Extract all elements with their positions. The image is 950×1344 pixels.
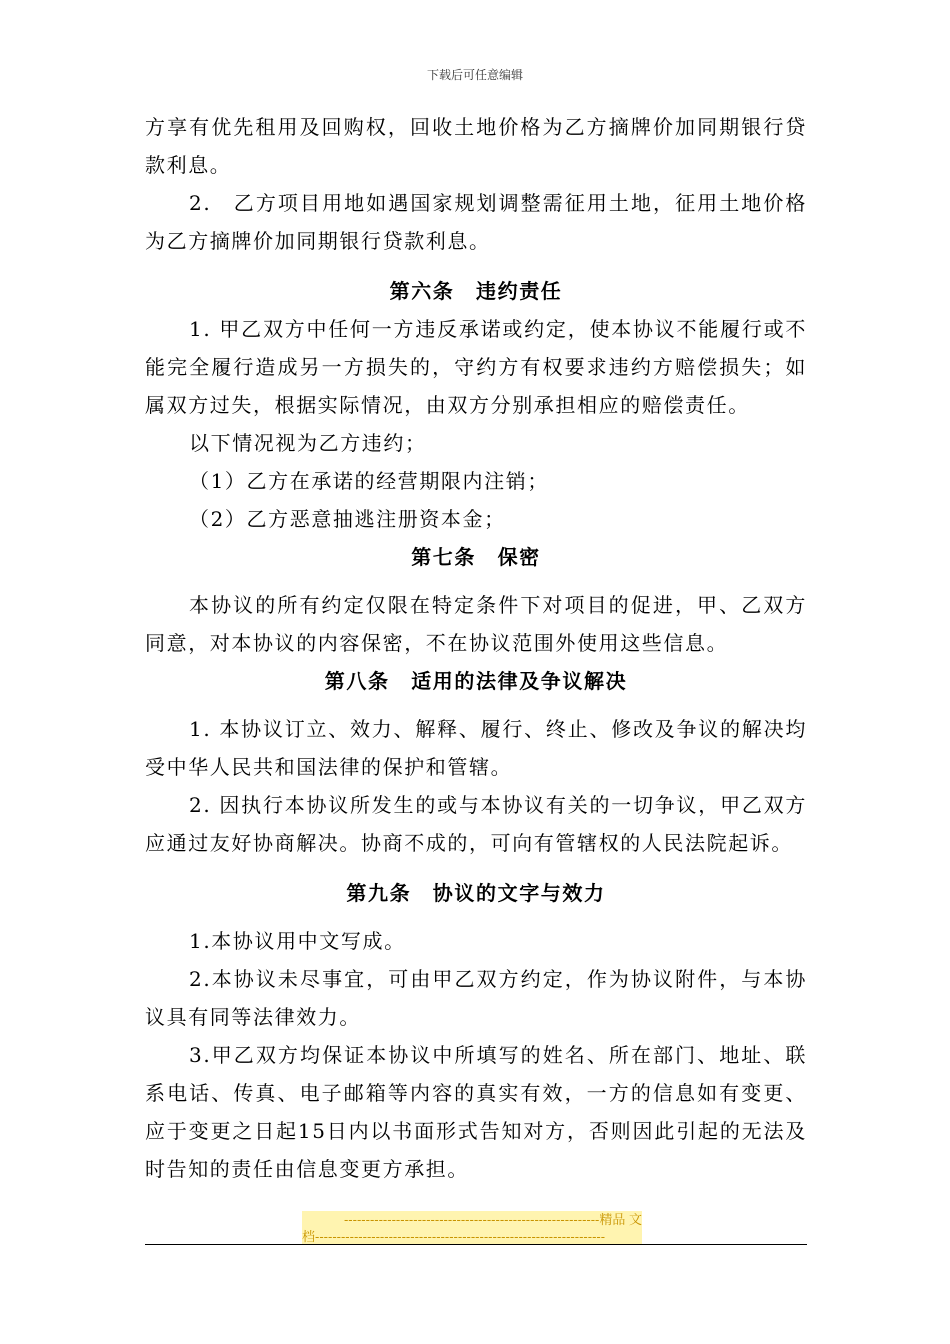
section-heading-7: 第七条 保密 <box>411 545 541 569</box>
page-header: 下载后可任意编辑 <box>426 68 523 82</box>
section-heading-9: 第九条 协议的文字与效力 <box>346 881 606 905</box>
list-item: （1）乙方在承诺的经营期限内注销； <box>189 469 549 493</box>
paragraph: 1. 甲乙双方中任何一方违反承诺或约定，使本协议不能履行或不能完全履行造成另一方损失的，守约方有权要求违约方赔偿损失；如属双方过失，根据实际情况，由双方分别承担相应的赔偿责任。 <box>145 317 807 417</box>
footer-watermark-band <box>302 1211 642 1245</box>
paragraph: 2.本协议未尽事宜，可由甲乙双方约定，作为协议附件，与本协议具有同等法律效力。 <box>145 967 807 1029</box>
document-body <box>145 108 807 1188</box>
paragraph: 以下情况视为乙方违约； <box>189 431 427 455</box>
paragraph: 2. 乙方项目用地如遇国家规划调整需征用土地，征用土地价格为乙方摘牌价加同期银行贷款利息。 <box>145 191 807 253</box>
footer-divider <box>145 1244 807 1245</box>
section-heading-6: 第六条 违约责任 <box>389 279 563 303</box>
paragraph: 本协议的所有约定仅限在特定条件下对项目的促进，甲、乙双方同意，对本协议的内容保密，不在协议范围外使用这些信息。 <box>145 593 807 655</box>
section-heading-8: 第八条 适用的法律及争议解决 <box>324 669 628 693</box>
paragraph: 1. 本协议订立、效力、解释、履行、终止、修改及争议的解决均受中华人民共和国法律的保护和管辖。 <box>145 717 807 779</box>
paragraph: 3.甲乙双方均保证本协议中所填写的姓名、所在部门、地址、联系电话、传真、电子邮箱等内容的真实有效，一方的信息如有变更、应于变更之日起15日内以书面形式告知对方，否则因此引起的无法及时告知的责任由信息变更方承担。 <box>145 1043 807 1181</box>
footer-line-2: 档------------------------------------------------------------------- <box>302 1229 606 1244</box>
paragraph: 2. 因执行本协议所发生的或与本协议有关的一切争议，甲乙双方应通过友好协商解决。协商不成的，可向有管辖权的人民法院起诉。 <box>145 793 807 855</box>
paragraph: 1.本协议用中文写成。 <box>189 929 406 953</box>
footer-line-1: -----------------------------------------------------------精品 文 <box>343 1212 642 1227</box>
list-item: （2）乙方恶意抽逃注册资本金； <box>189 507 506 531</box>
paragraph: 方享有优先租用及回购权，回收土地价格为乙方摘牌价加同期银行贷款利息。 <box>145 115 807 177</box>
